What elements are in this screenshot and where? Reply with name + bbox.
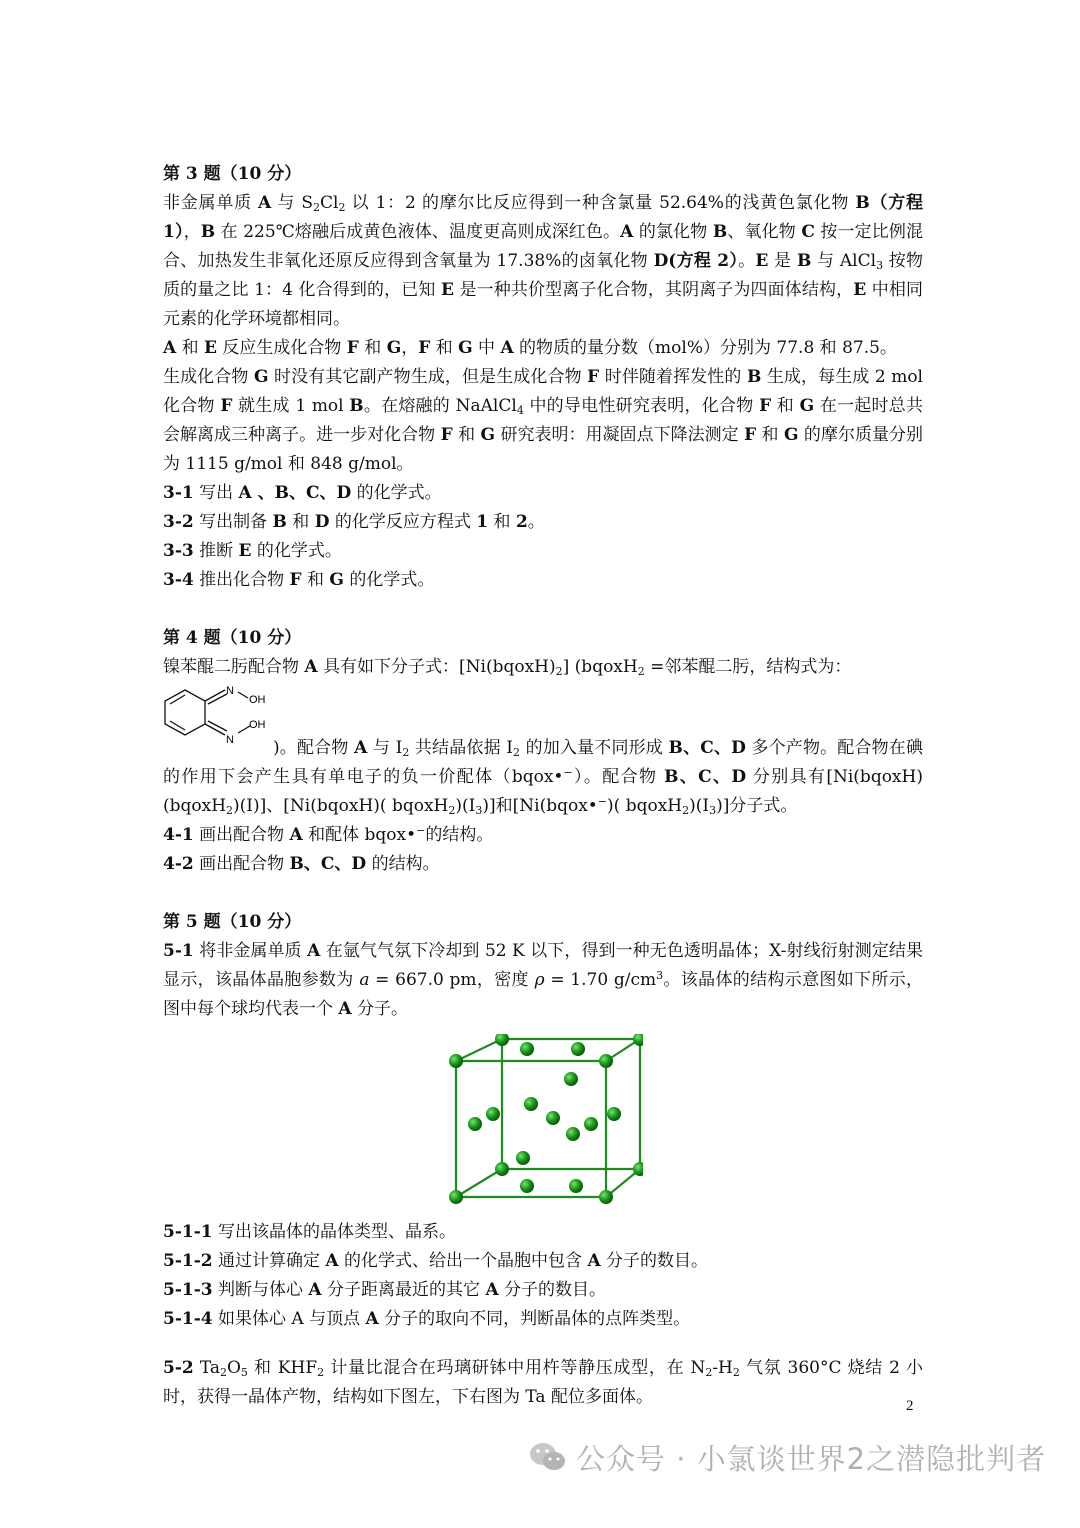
molecule-sphere xyxy=(520,1042,534,1056)
q3-paragraph-2: A 和 E 反应生成化合物 F 和 G，F 和 G 中 A 的物质的量分数（mol%）分别为 77.8 和 87.5。 xyxy=(163,338,897,358)
molecule-sphere xyxy=(633,1034,643,1046)
q3-subquestion-4: 3-4 推出化合物 F 和 G 的化学式。 xyxy=(163,570,435,590)
watermark xyxy=(528,1432,1046,1482)
q4-subquestion-2: 4-2 画出配合物 B、C、D 的结构。 xyxy=(163,854,440,874)
molecule-sphere xyxy=(495,1162,509,1176)
molecule-sphere xyxy=(449,1054,463,1068)
molecule-row xyxy=(163,682,923,746)
molecule-sphere xyxy=(569,1179,583,1193)
q4-subquestion-1: 4-1 画出配合物 A 和配体 bqox•−的结构。 xyxy=(163,824,494,845)
mol-label-oh1: OH xyxy=(249,694,266,706)
page-content xyxy=(163,160,923,1412)
molecule-sphere xyxy=(571,1042,585,1056)
molecule-sphere xyxy=(564,1072,578,1086)
mol-label-n2: N xyxy=(226,734,234,746)
crystal-figure xyxy=(163,1034,923,1210)
molecule-sphere xyxy=(495,1034,509,1046)
q3-subquestion-3: 3-3 推断 E 的化学式。 xyxy=(163,541,342,561)
molecule-sphere xyxy=(546,1111,560,1125)
molecule-sphere xyxy=(486,1107,500,1121)
watermark-text: 公众号 · 小氯谈世界2之潜隐批判者 xyxy=(576,1441,1047,1476)
molecule-spheres xyxy=(449,1034,643,1204)
q5-paragraph-1: 5-1 将非金属单质 A 在氩气气氛下冷却到 52 K 以下，得到一种无色透明晶体；X-射线衍射测定结果显示，该晶体晶胞参数为 a = 667.0 pm，密度 ρ = 1.70 $g/cm^3$。该晶体的结构示意图如下所示，图中每个球均代表一个 A 分子。 xyxy=(163,941,924,1019)
wechat-icon xyxy=(528,1440,568,1474)
q5-subquestion-1-1: 5-1-1 写出该晶体的晶体类型、晶系。 xyxy=(163,1222,457,1242)
q4-paragraph-1: 镍苯醌二肟配合物 A 具有如下分子式：$[Ni(bqoxH)_2]$ (bqoxH$_2$ =邻苯醌二肟，结构式为： xyxy=(163,657,852,678)
q3-subquestion-2: 3-2 写出制备 B 和 D 的化学反应方程式 1 和 2。 xyxy=(163,512,545,532)
molecule-sphere xyxy=(599,1190,613,1204)
crystal-unit-cell-diagram xyxy=(433,1034,643,1204)
molecule-sphere xyxy=(520,1179,534,1193)
q5-title: 第 5 题（10 分） xyxy=(163,912,302,932)
molecule-sphere xyxy=(584,1117,598,1131)
q5-subquestion-1-4: 5-1-4 如果体心 A 与顶点 A 分子的取向不同，判断晶体的点阵类型。 xyxy=(163,1309,691,1329)
q3-title: 第 3 题（10 分） xyxy=(163,164,302,184)
molecule-sphere xyxy=(607,1107,621,1121)
mol-label-n1: N xyxy=(226,686,234,697)
molecule-sphere xyxy=(468,1117,482,1131)
q5-paragraph-2: 5-2 $Ta_2O_5$ 和 $KHF_2$ 计量比混合在玛璃研钵中用杵等静压成型，在 $N_2-H_2$ 气氛 360°C 烧结 2 小时，获得一晶体产物，结构如下图左，下右图为 Ta 配位多面体。 xyxy=(163,1358,924,1407)
mol-label-oh2: OH xyxy=(249,719,266,731)
molecule-sphere xyxy=(566,1127,580,1141)
quinone-dioxime-structure xyxy=(163,686,278,750)
page-number: 2 xyxy=(906,1398,914,1414)
q3-subquestion-1: 3-1 写出 A 、B、C、D 的化学式。 xyxy=(163,483,442,503)
molecule-sphere xyxy=(524,1097,538,1111)
q4-paragraph-2: )。配合物 A 与 $I_2$ 共结晶依据 $I_2$ 的加入量不同形成 B、C、D 多个产物。配合物在碘的作用下会产生具有单电子的负一价配体（bqox•−）。配合物 B、C、D 分别具有[Ni(bqoxH)(bqoxH$_2$)(I)]、[Ni(bqoxH)( $bqoxH_2)(I_3)$]和[Ni(bqox•−)( $bqoxH_2)(I_3)$]分子式。 xyxy=(163,738,923,817)
q4-title: 第 4 题（10 分） xyxy=(163,628,302,648)
q5-subquestion-1-3: 5-1-3 判断与体心 A 分子距离最近的其它 A 分子的数目。 xyxy=(163,1280,607,1300)
molecule-sphere xyxy=(516,1151,530,1165)
q5-subquestion-1-2: 5-1-2 通过计算确定 A 的化学式、给出一个晶胞中包含 A 分子的数目。 xyxy=(163,1251,709,1271)
section-gap xyxy=(163,595,923,624)
section-gap xyxy=(163,879,923,908)
q3-paragraph-1: 非金属单质 A 与 $S_2Cl_2$ 以 1：2 的摩尔比反应得到一种含氯量 52.64%的浅黄色氯化物 B（方程 1），B 在 225℃熔融后成黄色液体、温度更高则成深红色。A 的氯化物 B、氧化物 C 按一定比例混合、加热发生非氧化还原反应得到含氧量为 17.38%的卤氧化物 D(方程 2）。E 是 B 与 AlCl$_3$ 按物质的量之比 1：4 化合得到的，已知 E 是一种共价型离子化合物，其阴离子为四面体结构，E 中相同元素的化学环境都相同。 xyxy=(163,193,924,329)
q3-paragraph-3: 生成化合物 G 时没有其它副产物生成，但是生成化合物 F 时伴随着挥发性的 B 生成，每生成 2 mol 化合物 F 就生成 1 mol B。在熔融的 NaAlCl$_4$ 中的导电性研究表明，化合物 F 和 G 在一起时总共会解离成三种离子。进一步对化合物 F 和 G 研究表明：用凝固点下降法测定 F 和 G 的摩尔质量分别为 1115 g/mol 和 848 g/mol。 xyxy=(163,367,924,474)
molecule-sphere xyxy=(599,1054,613,1068)
paragraph-gap xyxy=(163,1334,923,1354)
molecule-sphere xyxy=(449,1190,463,1204)
